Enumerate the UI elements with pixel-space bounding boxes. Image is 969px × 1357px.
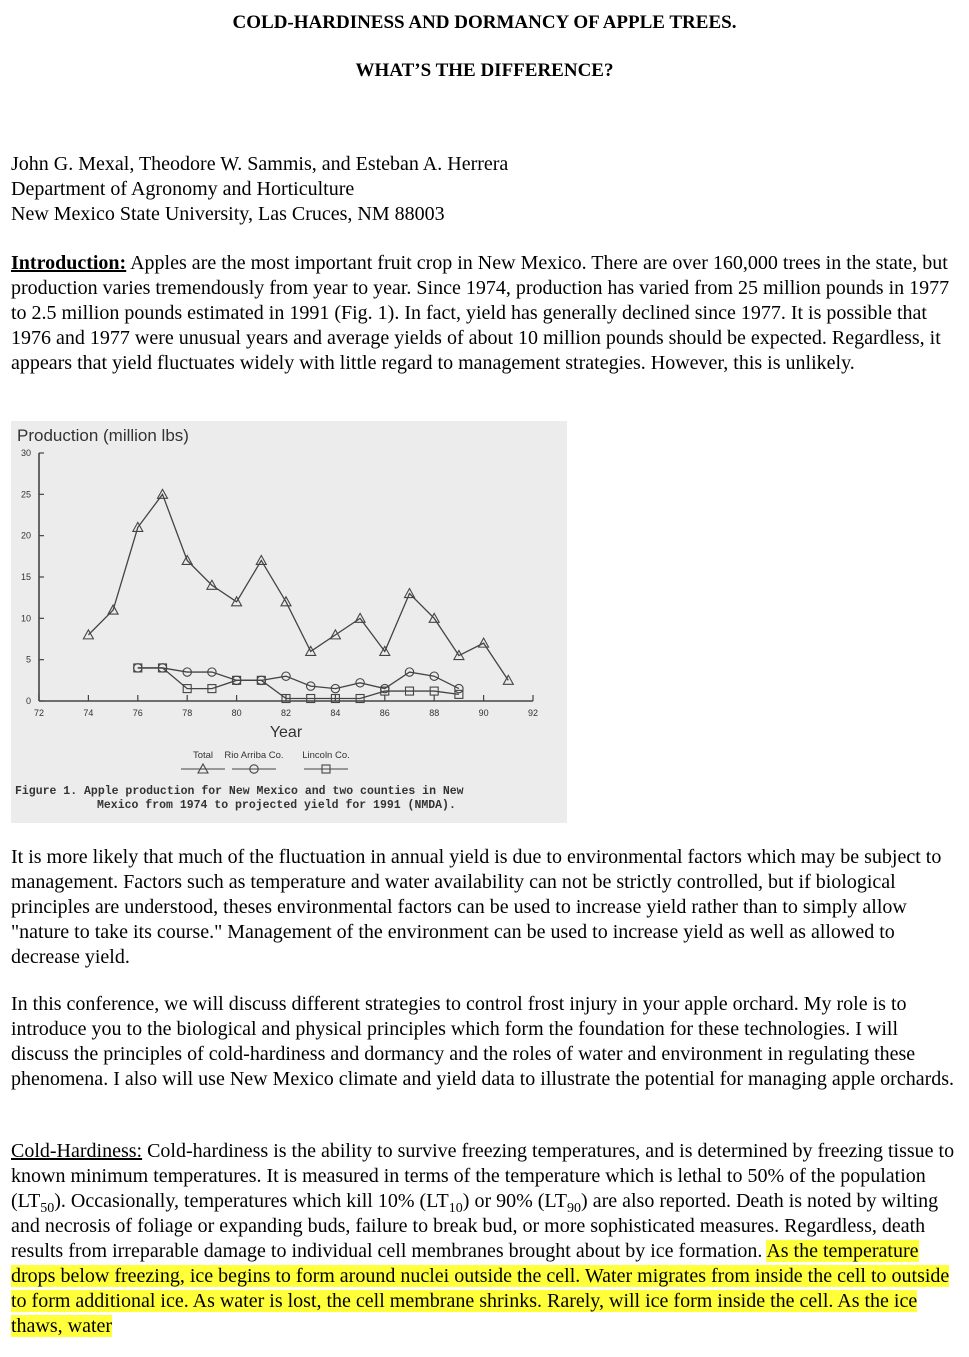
subscript-50: 50 bbox=[40, 1201, 55, 1216]
x-tick-label: 76 bbox=[132, 708, 143, 718]
introduction-heading: Introduction: bbox=[11, 252, 127, 274]
y-tick-label: 0 bbox=[25, 696, 31, 706]
document-title: COLD-HARDINESS AND DORMANCY OF APPLE TREES. bbox=[232, 12, 737, 33]
introduction-paragraph bbox=[11, 251, 956, 376]
series-line-triangle bbox=[88, 494, 508, 680]
p4-text-d: ) are also reported. Death is noted by wilting and necrosis of foliage or expanding buds, failure to break bud, or more sophisticated measures. Regardless, death results from irreparable damage to individual cell membranes brought about by ice formation. bbox=[11, 1190, 939, 1262]
y-tick-label: 15 bbox=[20, 572, 31, 582]
x-axis-label: Year bbox=[269, 724, 303, 741]
y-tick-label: 10 bbox=[20, 613, 31, 624]
subscript-10: 10 bbox=[448, 1201, 463, 1216]
author-block bbox=[11, 152, 508, 227]
figure-1 bbox=[11, 421, 567, 823]
x-tick-label: 92 bbox=[527, 708, 539, 718]
y-tick-label: 5 bbox=[25, 654, 31, 665]
body-paragraph-2: It is more likely that much of the fluctuation in annual yield is due to environmental factors which may be subject to management. Factors such as temperature and water availability can not be strictly controlled, but if biological principles are understood, theses environmental factors can be used to increase yield rather than to simply allow "nature to take its course." Management of the environment can be used to increase yield as well as allowed to decrease yield. bbox=[11, 846, 942, 968]
cold-hardiness-heading: Cold-Hardiness: bbox=[11, 1140, 143, 1162]
author-institution: New Mexico State University, Las Cruces, NM 88003 bbox=[11, 203, 445, 225]
x-tick-label: 88 bbox=[429, 708, 440, 718]
x-tick-label: 74 bbox=[83, 708, 94, 718]
legend-entry-label: Lincoln Co. bbox=[302, 750, 350, 761]
p4-text-a: Cold-hardiness is the ability to survive freezing temperatures, and is determined by freezing tissue to known minimum temperatures. It is measured in terms of the temperature which is lethal to 50% of the population (LT bbox=[11, 1140, 955, 1212]
y-tick-label: 20 bbox=[20, 530, 31, 541]
figure-caption bbox=[15, 785, 563, 813]
subscript-90: 90 bbox=[567, 1201, 582, 1216]
caption-line-1: Figure 1. Apple production for New Mexico and two counties in New bbox=[15, 785, 464, 798]
legend-entry-label: Total bbox=[192, 750, 214, 761]
x-tick-label: 78 bbox=[182, 708, 193, 718]
x-tick-label: 90 bbox=[478, 708, 489, 718]
p4-text-c: ) or 90% (LT bbox=[462, 1190, 568, 1212]
x-tick-label: 82 bbox=[280, 708, 292, 718]
y-tick-label: 30 bbox=[20, 448, 31, 458]
series-line-circle bbox=[138, 668, 459, 689]
y-axis-label: Production (million lbs) bbox=[17, 426, 189, 445]
body-paragraph-3: In this conference, we will discuss different strategies to control frost injury in your apple orchard. My role is to introduce you to the biological and physical principles which form the foundation for these technologies. I will discuss the principles of cold-hardiness and dormancy and the roles of water and environment in regulating these phenomena. I also will use New Mexico climate and yield data to illustrate the potential for managing apple orchards. bbox=[11, 993, 955, 1090]
x-tick-label: 80 bbox=[231, 708, 242, 718]
production-chart bbox=[11, 421, 567, 781]
legend-entry-label: Rio Arriba Co. bbox=[224, 750, 284, 761]
caption-line-2: Mexico from 1974 to projected yield for 1991 (NMDA). bbox=[97, 799, 456, 812]
x-tick-label: 86 bbox=[379, 708, 390, 718]
p4-text-b: ). Occasionally, temperatures which kill 10% (LT bbox=[54, 1190, 449, 1212]
cold-hardiness-paragraph bbox=[11, 1139, 956, 1339]
x-tick-label: 72 bbox=[33, 708, 45, 718]
introduction-text: Apples are the most important fruit crop in New Mexico. There are over 160,000 trees in the state, but production varies tremendously from year to year. Since 1974, production has varied from 25 million pounds in 1977 to 2.5 million pounds estimated in 1991 (Fig. 1). In fact, yield has generally declined since 1977. It is possible that 1976 and 1977 were unusual years and average yields of about 10 million pounds should be expected. Regardless, it appears that yield fluctuates widely with little regard to management strategies. However, this is unlikely. bbox=[11, 252, 950, 374]
y-tick-label: 25 bbox=[20, 489, 31, 500]
author-names: John G. Mexal, Theodore W. Sammis, and Esteban A. Herrera bbox=[11, 153, 509, 175]
document-subtitle: WHAT’S THE DIFFERENCE? bbox=[355, 60, 614, 81]
author-department: Department of Agronomy and Horticulture bbox=[11, 178, 355, 200]
highlighted-text: As the temperature drops below freezing, ice begins to form around nuclei outside the cell. Water migrates from inside the cell to outside to form additional ice. As water is lost, the cell membrane shrinks. Rarely, will ice form inside the cell. As the ice thaws, water bbox=[11, 1240, 950, 1337]
x-tick-label: 84 bbox=[330, 708, 341, 718]
